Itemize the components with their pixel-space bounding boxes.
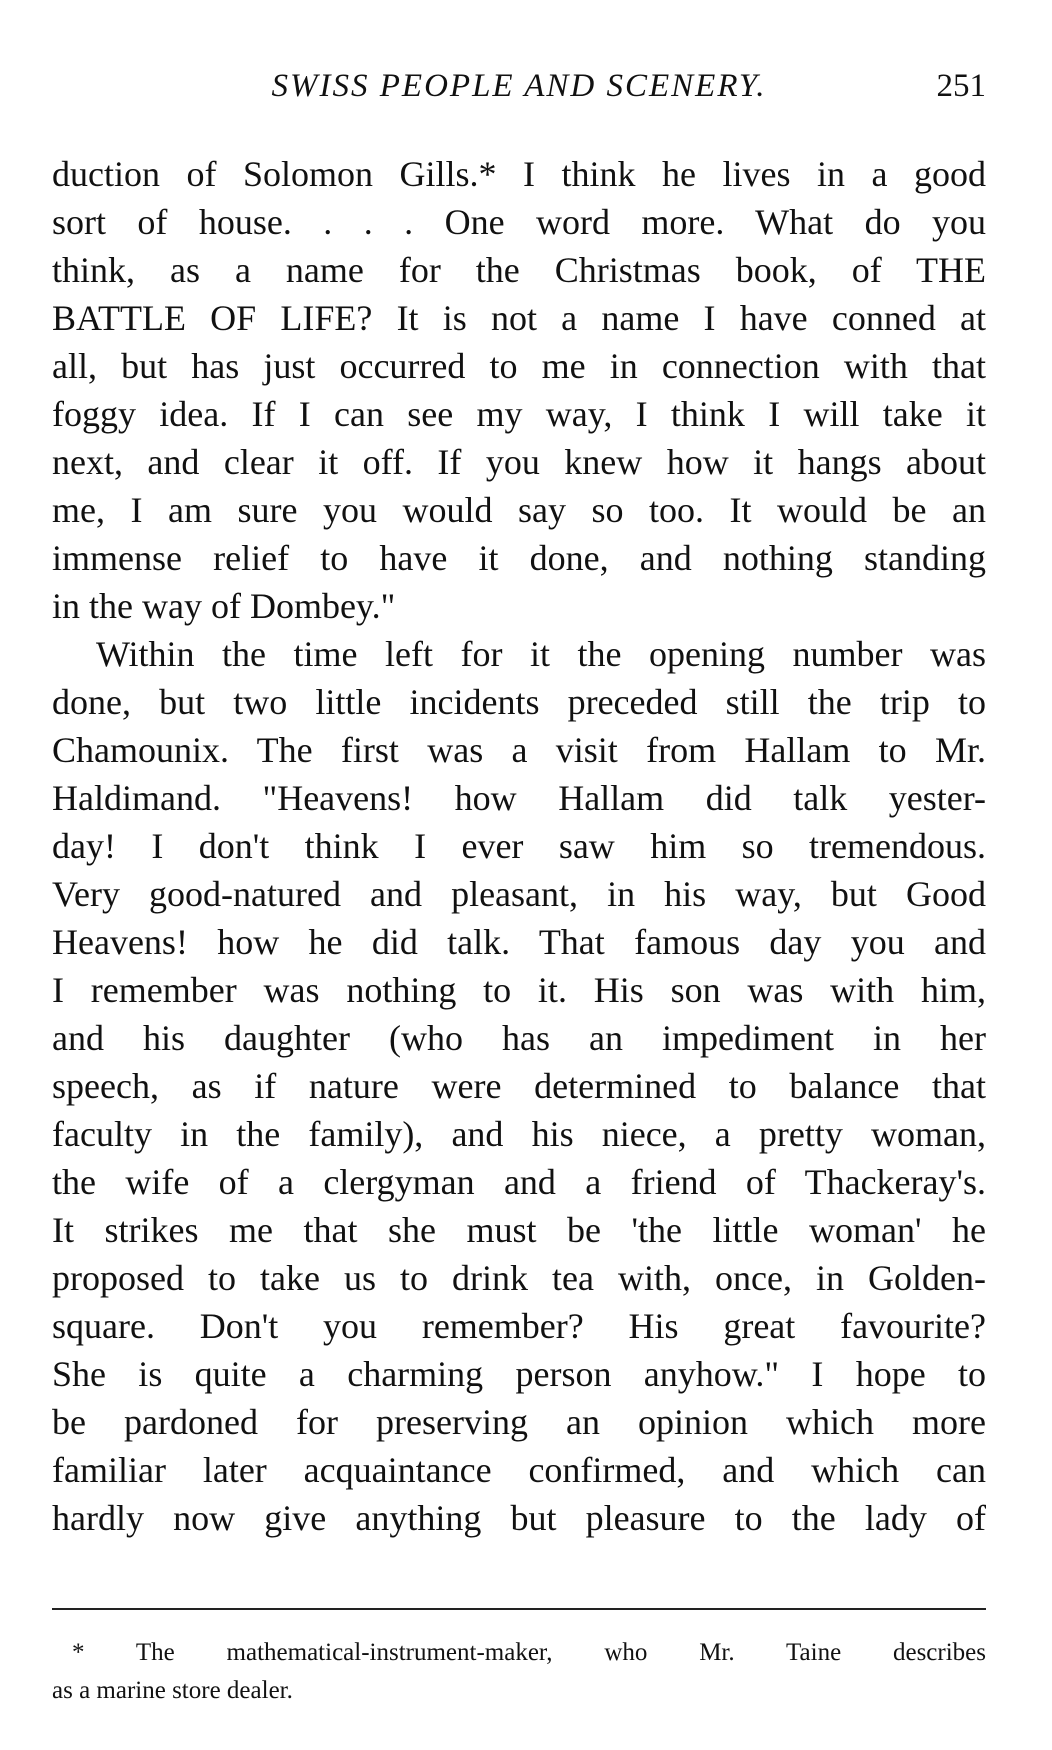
text-line: Within the time left for it the opening number was (96, 634, 986, 674)
footnote-line: as a marine store dealer. (52, 1677, 293, 1704)
text-line: Chamounix. The first was a visit from Hallam to Mr. (52, 730, 986, 770)
text-line: immense relief to have it done, and nothing standing (52, 538, 986, 578)
text-line: think, as a name for the Christmas book, of THE (52, 250, 986, 290)
text-line: faculty in the family), and his niece, a pretty woman, (52, 1114, 986, 1154)
text-line: She is quite a charming person anyhow." I hope to (52, 1354, 986, 1394)
text-line: next, and clear it off. If you knew how it hangs about (52, 442, 986, 482)
text-line: proposed to take us to drink tea with, once, in Golden- (52, 1258, 986, 1298)
text-line: Haldimand. "Heavens! how Hallam did talk yester- (52, 778, 986, 818)
text-line: BATTLE OF LIFE? It is not a name I have conned at (52, 298, 986, 338)
text-line: square. Don't you remember? His great favourite? (52, 1306, 986, 1346)
text-line: sort of house. . . . One word more. What do you (52, 202, 986, 242)
text-line: Very good-natured and pleasant, in his way, but Good (52, 874, 986, 914)
text-line: familiar later acquaintance confirmed, and which can (52, 1450, 986, 1490)
footnote-line: * The mathematical-instrument-maker, who Mr. Taine describes (72, 1639, 986, 1666)
text-line: duction of Solomon Gills.* I think he lives in a good (52, 154, 986, 194)
text-line: me, I am sure you would say so too. It would be an (52, 490, 986, 530)
text-line: Heavens! how he did talk. That famous day you and (52, 922, 986, 962)
running-head (52, 68, 986, 114)
text-line: all, but has just occurred to me in connection with that (52, 346, 986, 386)
text-line: be pardoned for preserving an opinion which more (52, 1402, 986, 1442)
text-line: It strikes me that she must be 'the little woman' he (52, 1210, 986, 1250)
text-line: day! I don't think I ever saw him so tremendous. (52, 826, 986, 866)
body-text (52, 150, 986, 1542)
text-line: foggy idea. If I can see my way, I think I will take it (52, 394, 986, 434)
text-line: speech, as if nature were determined to balance that (52, 1066, 986, 1106)
text-line: in the way of Dombey." (52, 586, 396, 626)
text-line: and his daughter (who has an impediment in her (52, 1018, 986, 1058)
page-number: 251 (936, 68, 986, 104)
footnote (52, 1634, 986, 1710)
text-line: done, but two little incidents preceded still the trip to (52, 682, 986, 722)
text-line: hardly now give anything but pleasure to the lady of (52, 1498, 986, 1538)
footnote-rule (52, 1608, 986, 1610)
text-line: I remember was nothing to it. His son was with him, (52, 970, 986, 1010)
text-line: the wife of a clergyman and a friend of Thackeray's. (52, 1162, 986, 1202)
running-title: SWISS PEOPLE AND SCENERY. (271, 68, 767, 104)
